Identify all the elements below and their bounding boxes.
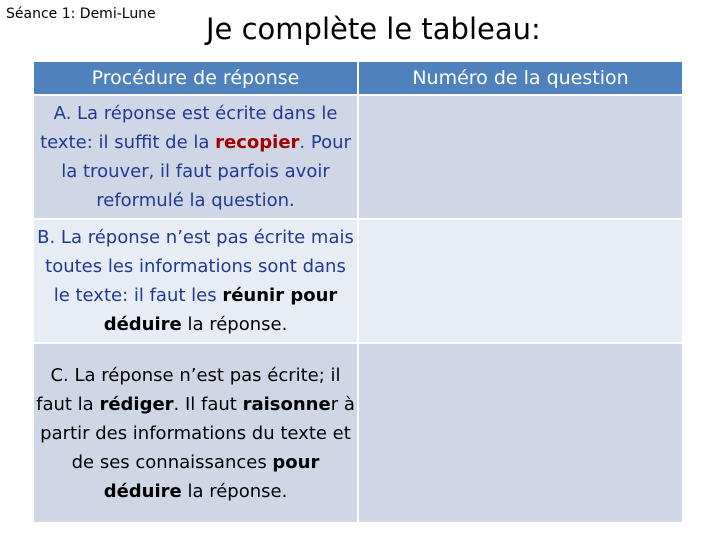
header-question-number: Numéro de la question (359, 62, 682, 96)
table-row (34, 96, 682, 220)
procedure-text: . Pour la trouver, il faut parfois avoir reformulé la question. (61, 132, 351, 211)
procedure-keyword: réunir pour déduire (103, 285, 338, 335)
procedure-text: La réponse n’est pas écrite mais toutes les informations sont dans le texte: il faut les (45, 227, 354, 306)
procedure-keyword: pour déduire (103, 451, 320, 502)
procedure-text: r à partir des informations du texte et de ses connaissances (40, 393, 355, 473)
procedure-keyword: rédiger (99, 393, 174, 415)
procedure-keyword: recopier (215, 132, 300, 153)
procedure-letter: A. (53, 103, 72, 124)
procedure-text: La réponse est écrite dans le texte: il suffit de la (40, 103, 338, 153)
procedure-text: la réponse. (181, 314, 288, 335)
procedure-letter: C. (50, 364, 69, 386)
question-number-a-cell[interactable] (359, 96, 682, 220)
procedure-c-cell (34, 344, 359, 522)
procedure-b-cell (34, 220, 359, 344)
procedure-text: La réponse n’est pas écrite; il faut la (36, 364, 341, 415)
procedure-keyword: raisonne (242, 393, 331, 415)
table-header-row (34, 62, 682, 96)
session-label: Séance 1: Demi-Lune (6, 6, 156, 22)
header-procedure: Procédure de réponse (34, 62, 359, 96)
question-number-b-cell[interactable] (359, 220, 682, 344)
table-row (34, 220, 682, 344)
procedure-a-cell (34, 96, 359, 220)
procedure-letter: B. (37, 227, 56, 248)
procedure-text: . Il faut (173, 393, 243, 415)
question-number-c-cell[interactable] (359, 344, 682, 522)
page-title: Je complète le tableau: (206, 12, 541, 46)
answer-table (34, 62, 682, 522)
table-row (34, 344, 682, 522)
procedure-text: la réponse. (181, 480, 288, 502)
